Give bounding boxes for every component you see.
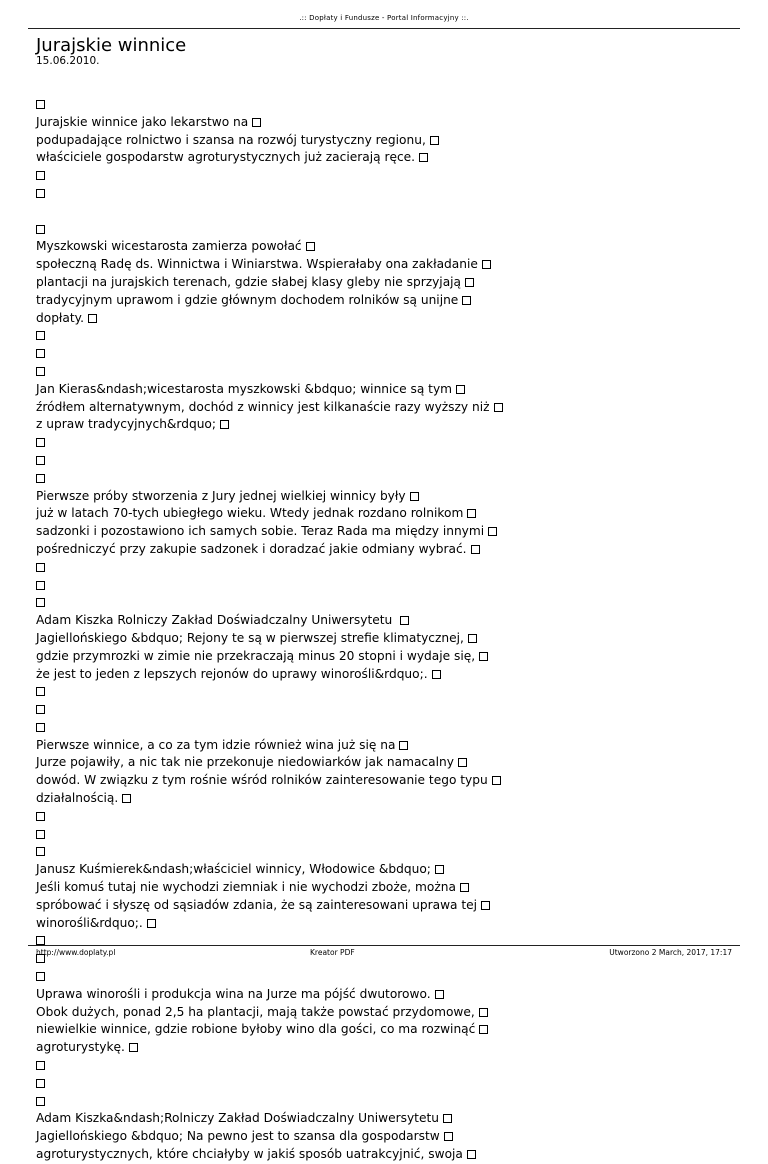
missing-glyph-icon <box>36 189 45 198</box>
text-line-content: Jeśli komuś tutaj nie wychodzi ziemniak i nie wychodzi zboże, można <box>36 880 456 895</box>
missing-glyph-icon <box>467 1150 476 1159</box>
missing-glyph-icon <box>465 278 474 287</box>
footer-url: http://www.doplaty.pl <box>36 948 116 957</box>
text-line-content: podupadające rolnictwo i szansa na rozwój turystyczny regionu, <box>36 132 426 147</box>
missing-glyph-icon <box>36 438 45 447</box>
text-line-content: pośredniczyć przy zakupie sadzonek i doradzać jakie odmiany wybrać. <box>36 541 467 556</box>
text-line <box>36 1128 736 1146</box>
missing-glyph-icon <box>252 118 261 127</box>
missing-glyph-icon <box>481 901 490 910</box>
text-line <box>36 1075 736 1093</box>
missing-glyph-icon <box>220 420 229 429</box>
missing-glyph-icon <box>36 687 45 696</box>
missing-glyph-icon <box>36 972 45 981</box>
text-line <box>36 292 736 310</box>
text-line-content: agroturystykę. <box>36 1040 125 1055</box>
text-line <box>36 399 736 417</box>
missing-glyph-icon <box>471 545 480 554</box>
missing-glyph-icon <box>36 705 45 714</box>
text-line <box>36 915 736 933</box>
text-line <box>36 416 736 434</box>
missing-glyph-icon <box>36 456 45 465</box>
missing-glyph-icon <box>129 1043 138 1052</box>
text-line <box>36 666 736 684</box>
text-line-content: Adam Kiszka&ndash;Rolniczy Zakład Doświadczalny Uniwersytetu <box>36 1111 439 1126</box>
missing-glyph-icon <box>36 349 45 358</box>
text-line <box>36 149 736 167</box>
text-line <box>36 363 736 381</box>
text-line-content: Janusz Kuśmierek&ndash;właściciel winnicy, Włodowice &bdquo; <box>36 862 431 877</box>
text-line <box>36 790 736 808</box>
text-line <box>36 808 736 826</box>
missing-glyph-icon <box>36 581 45 590</box>
footer-created: Utworzono 2 March, 2017, 17:17 <box>609 948 732 957</box>
text-line <box>36 737 736 755</box>
text-line <box>36 754 736 772</box>
text-line-content: Jurze pojawiły, a nic tak nie przekonuje niedowiarków jak namacalny <box>36 755 454 770</box>
text-line <box>36 986 736 1004</box>
article-body <box>36 96 736 1164</box>
missing-glyph-icon <box>435 865 444 874</box>
text-line <box>36 1093 736 1111</box>
article-title: Jurajskie winnice <box>36 35 187 56</box>
text-line <box>36 327 736 345</box>
missing-glyph-icon <box>430 136 439 145</box>
article-date: 15.06.2010. <box>36 55 100 67</box>
text-line-content: Pierwsze winnice, a co za tym idzie również wina już się na <box>36 737 396 752</box>
text-line-content: dopłaty. <box>36 310 84 325</box>
missing-glyph-icon <box>479 1025 488 1034</box>
text-line <box>36 221 736 239</box>
text-line <box>36 167 736 185</box>
missing-glyph-icon <box>482 260 491 269</box>
text-line-content: Myszkowski wicestarosta zamierza powołać <box>36 239 302 254</box>
text-line <box>36 505 736 523</box>
text-line-content: z upraw tradycyjnych&rdquo; <box>36 417 216 432</box>
text-line <box>36 238 736 256</box>
text-line-content: Jan Kieras&ndash;wicestarosta myszkowski &bdquo; winnice są tym <box>36 381 453 396</box>
missing-glyph-icon <box>306 242 315 251</box>
text-line <box>36 719 736 737</box>
text-line <box>36 470 736 488</box>
text-line <box>36 1039 736 1057</box>
missing-glyph-icon <box>479 1008 488 1017</box>
text-line <box>36 577 736 595</box>
missing-glyph-icon <box>444 1132 453 1141</box>
text-line-content: Uprawa winorośli i produkcja wina na Jurze ma pójść dwutorowo. <box>36 986 431 1001</box>
text-line <box>36 1021 736 1039</box>
text-line-content: niewielkie winnice, gdzie robione byłoby wino dla gości, co ma rozwinąć <box>36 1022 476 1037</box>
text-line <box>36 114 736 132</box>
text-line-content: już w latach 70-tych ubiegłego wieku. Wtedy jednak rozdano rolnikom <box>36 506 464 521</box>
text-line <box>36 310 736 328</box>
footer-divider <box>28 945 740 946</box>
missing-glyph-icon <box>122 794 131 803</box>
header-divider <box>28 28 740 29</box>
missing-glyph-icon <box>36 1079 45 1088</box>
missing-glyph-icon <box>399 741 408 750</box>
text-line-content: Jurajskie winnice jako lekarstwo na <box>36 114 249 129</box>
text-line-content: Pierwsze próby stworzenia z Jury jednej wielkiej winnicy były <box>36 488 406 503</box>
text-line <box>36 1146 736 1164</box>
text-line-content: gdzie przymrozki w zimie nie przekraczają minus 20 stopni i wydaje się, <box>36 648 476 663</box>
text-line <box>36 256 736 274</box>
text-line-content: Adam Kiszka Rolniczy Zakład Doświadczalny Uniwersytetu <box>36 613 397 628</box>
text-line <box>36 1110 736 1128</box>
missing-glyph-icon <box>456 385 465 394</box>
text-line-content: spróbować i słyszę od sąsiadów zdania, że są zainteresowani uprawa tej <box>36 897 478 912</box>
text-line-content: właściciele gospodarstw agroturystycznych już zacierają ręce. <box>36 150 416 165</box>
text-line-content: plantacji na jurajskich terenach, gdzie słabej klasy gleby nie sprzyjają <box>36 274 462 289</box>
missing-glyph-icon <box>435 990 444 999</box>
text-line <box>36 541 736 559</box>
text-line <box>36 1057 736 1075</box>
missing-glyph-icon <box>36 1097 45 1106</box>
missing-glyph-icon <box>36 563 45 572</box>
text-line <box>36 843 736 861</box>
text-line <box>36 203 736 221</box>
text-line-content: tradycyjnym uprawom i gdzie głównym dochodem rolników są unijne <box>36 292 459 307</box>
text-line <box>36 96 736 114</box>
missing-glyph-icon <box>432 670 441 679</box>
text-line-content: źródłem alternatywnym, dochód z winnicy jest kilkanaście razy wyższy niż <box>36 399 490 414</box>
missing-glyph-icon <box>460 883 469 892</box>
text-line-content: że jest to jeden z lepszych rejonów do uprawy winorośli&rdquo;. <box>36 666 428 681</box>
missing-glyph-icon <box>36 100 45 109</box>
missing-glyph-icon <box>400 616 409 625</box>
missing-glyph-icon <box>36 830 45 839</box>
missing-glyph-icon <box>462 296 471 305</box>
missing-glyph-icon <box>492 776 501 785</box>
text-line-content: sadzonki i pozostawiono ich samych sobie. Teraz Rada ma między innymi <box>36 524 485 539</box>
text-line <box>36 612 736 630</box>
text-line-content: Jagiellońskiego &bdquo; Na pewno jest to szansa dla gospodarstw <box>36 1129 440 1144</box>
missing-glyph-icon <box>36 812 45 821</box>
text-line-content: dowód. W związku z tym rośnie wśród rolników zainteresowanie tego typu <box>36 773 488 788</box>
text-line <box>36 345 736 363</box>
missing-glyph-icon <box>36 225 45 234</box>
text-line <box>36 701 736 719</box>
missing-glyph-icon <box>494 403 503 412</box>
text-line-content: społeczną Radę ds. Winnictwa i Winiarstwa. Wspierałaby ona zakładanie <box>36 257 478 272</box>
text-line <box>36 381 736 399</box>
missing-glyph-icon <box>36 723 45 732</box>
text-line <box>36 879 736 897</box>
missing-glyph-icon <box>458 758 467 767</box>
missing-glyph-icon <box>147 919 156 928</box>
text-line-content: Obok dużych, ponad 2,5 ha plantacji, mają także powstać przydomowe, <box>36 1004 475 1019</box>
text-line <box>36 826 736 844</box>
text-line <box>36 452 736 470</box>
text-line <box>36 185 736 203</box>
text-line <box>36 683 736 701</box>
missing-glyph-icon <box>468 634 477 643</box>
missing-glyph-icon <box>36 474 45 483</box>
text-line <box>36 274 736 292</box>
text-line <box>36 488 736 506</box>
missing-glyph-icon <box>36 331 45 340</box>
missing-glyph-icon <box>443 1114 452 1123</box>
text-line <box>36 772 736 790</box>
missing-glyph-icon <box>88 314 97 323</box>
text-line-content: działalnością. <box>36 791 119 806</box>
missing-glyph-icon <box>410 492 419 501</box>
text-line <box>36 861 736 879</box>
text-line <box>36 1004 736 1022</box>
text-line-content: agroturystycznych, które chciałyby w jakiś sposób uatrakcyjnić, swoja <box>36 1147 463 1162</box>
site-title: .:: Dopłaty i Fundusze - Portal Informacyjny ::. <box>299 14 469 22</box>
missing-glyph-icon <box>36 367 45 376</box>
missing-glyph-icon <box>36 171 45 180</box>
text-line <box>36 523 736 541</box>
text-line-content: winorośli&rdquo;. <box>36 915 143 930</box>
missing-glyph-icon <box>36 598 45 607</box>
missing-glyph-icon <box>36 1061 45 1070</box>
missing-glyph-icon <box>479 652 488 661</box>
text-line <box>36 968 736 986</box>
text-line-content: Jagiellońskiego &bdquo; Rejony te są w pierwszej strefie klimatycznej, <box>36 630 464 645</box>
text-line <box>36 559 736 577</box>
text-line <box>36 630 736 648</box>
text-line <box>36 897 736 915</box>
footer-generator: Kreator PDF <box>310 948 355 957</box>
text-line <box>36 434 736 452</box>
text-line <box>36 132 736 150</box>
text-line <box>36 648 736 666</box>
missing-glyph-icon <box>36 847 45 856</box>
missing-glyph-icon <box>467 509 476 518</box>
text-line <box>36 594 736 612</box>
missing-glyph-icon <box>419 153 428 162</box>
missing-glyph-icon <box>488 527 497 536</box>
